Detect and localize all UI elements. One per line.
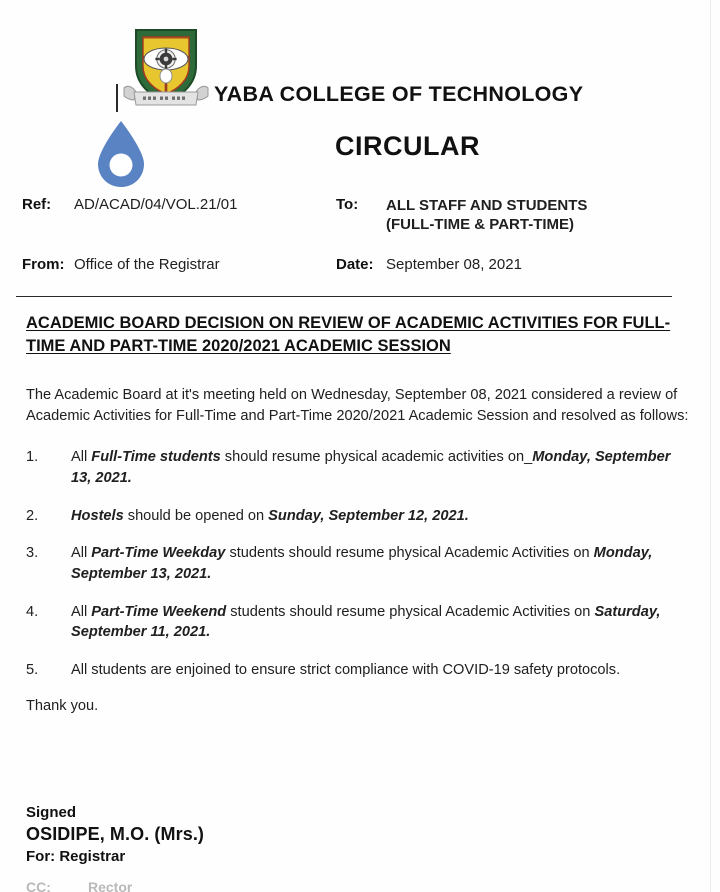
resolution-item-text	[71, 602, 694, 643]
emphasis-text: Monday, September 13, 2021.	[71, 449, 671, 486]
resolution-item	[26, 602, 694, 643]
signatory-role: For: Registrar	[26, 847, 126, 865]
emphasis-text: Sunday, September 12, 2021.	[268, 507, 469, 524]
document-body	[26, 312, 694, 714]
to-value-line1: ALL STAFF AND STUDENTS	[386, 197, 588, 214]
resolution-item-number: 3.	[26, 545, 39, 562]
closing-text: Thank you.	[26, 697, 99, 714]
resolutions-list	[26, 447, 694, 681]
header-divider	[16, 296, 672, 297]
emphasis-text: Hostels	[71, 507, 124, 524]
to-label: To:	[336, 196, 359, 213]
plain-text: should resume physical academic activities on_	[220, 449, 533, 466]
plain-text: All	[71, 449, 92, 466]
plain-text: students should resume physical Academic Activities on	[225, 545, 594, 562]
meta-row-ref-to	[22, 196, 682, 234]
ref-label: Ref:	[22, 196, 52, 213]
plain-text: All	[71, 603, 92, 620]
cc-block	[26, 879, 132, 892]
subject-heading: ACADEMIC BOARD DECISION ON REVIEW OF ACADEMIC ACTIVITIES FOR FULL-TIME AND PART-TIME 2020/2021 ACADEMIC SESSION	[26, 314, 671, 356]
from-label: From:	[22, 256, 65, 274]
ref-value: AD/ACAD/04/VOL.21/01	[74, 196, 238, 213]
resolution-item-text	[71, 660, 694, 681]
from-value: Office of the Registrar	[74, 256, 220, 274]
document-meta-block	[22, 196, 682, 279]
emphasis-text: Part-Time Weekday	[91, 545, 226, 562]
emphasis-text: Part-Time Weekend	[91, 603, 227, 620]
resolution-item-text	[71, 543, 694, 584]
resolution-item	[26, 447, 694, 488]
plain-text: should be opened on	[123, 507, 269, 524]
resolution-item	[26, 543, 694, 584]
meta-row-from-date	[22, 256, 682, 273]
to-value-group	[386, 196, 682, 234]
plain-text: All students are enjoined to ensure strict compliance with COVID-19 safety protocols.	[71, 662, 621, 679]
resolution-item-text	[71, 506, 694, 527]
signature-block	[26, 803, 204, 867]
cc-label: CC:	[26, 879, 51, 892]
signatory-name: OSIDIPE, M.O. (Mrs.)	[26, 824, 205, 845]
signed-label: Signed	[26, 804, 77, 821]
institution-name: YABA COLLEGE OF TECHNOLOGY	[214, 82, 584, 106]
to-value-line2: (FULL-TIME & PART-TIME)	[386, 216, 575, 234]
intro-paragraph: The Academic Board at it's meeting held on Wednesday, September 08, 2021 considered a review of Academic Activities for Full-Time and Part-Time 2020/2021 Academic Session and resolved as follows:	[26, 386, 689, 424]
plain-text: students should resume physical Academic Activities on	[226, 603, 595, 620]
yabatech-crest-icon	[114, 26, 218, 114]
cc-value: Rector	[88, 879, 133, 892]
resolution-item-text	[71, 447, 694, 488]
resolution-item-number: 5.	[26, 662, 39, 679]
emphasis-text: Monday, September 13, 2021.	[71, 545, 653, 583]
plain-text: All	[71, 545, 92, 562]
date-label: Date:	[336, 256, 374, 274]
resolution-item-number: 2.	[26, 507, 39, 524]
resolution-item-number: 1.	[26, 449, 39, 466]
resolution-item	[26, 660, 694, 681]
resolution-item	[26, 506, 694, 527]
document-type-title: CIRCULAR	[335, 131, 480, 161]
resolution-item-number: 4.	[26, 603, 39, 620]
emphasis-text: Full-Time students	[91, 449, 221, 466]
date-value: September 08, 2021	[386, 256, 522, 274]
emphasis-text: Saturday, September 11, 2021.	[71, 603, 661, 641]
document-header	[0, 0, 720, 120]
